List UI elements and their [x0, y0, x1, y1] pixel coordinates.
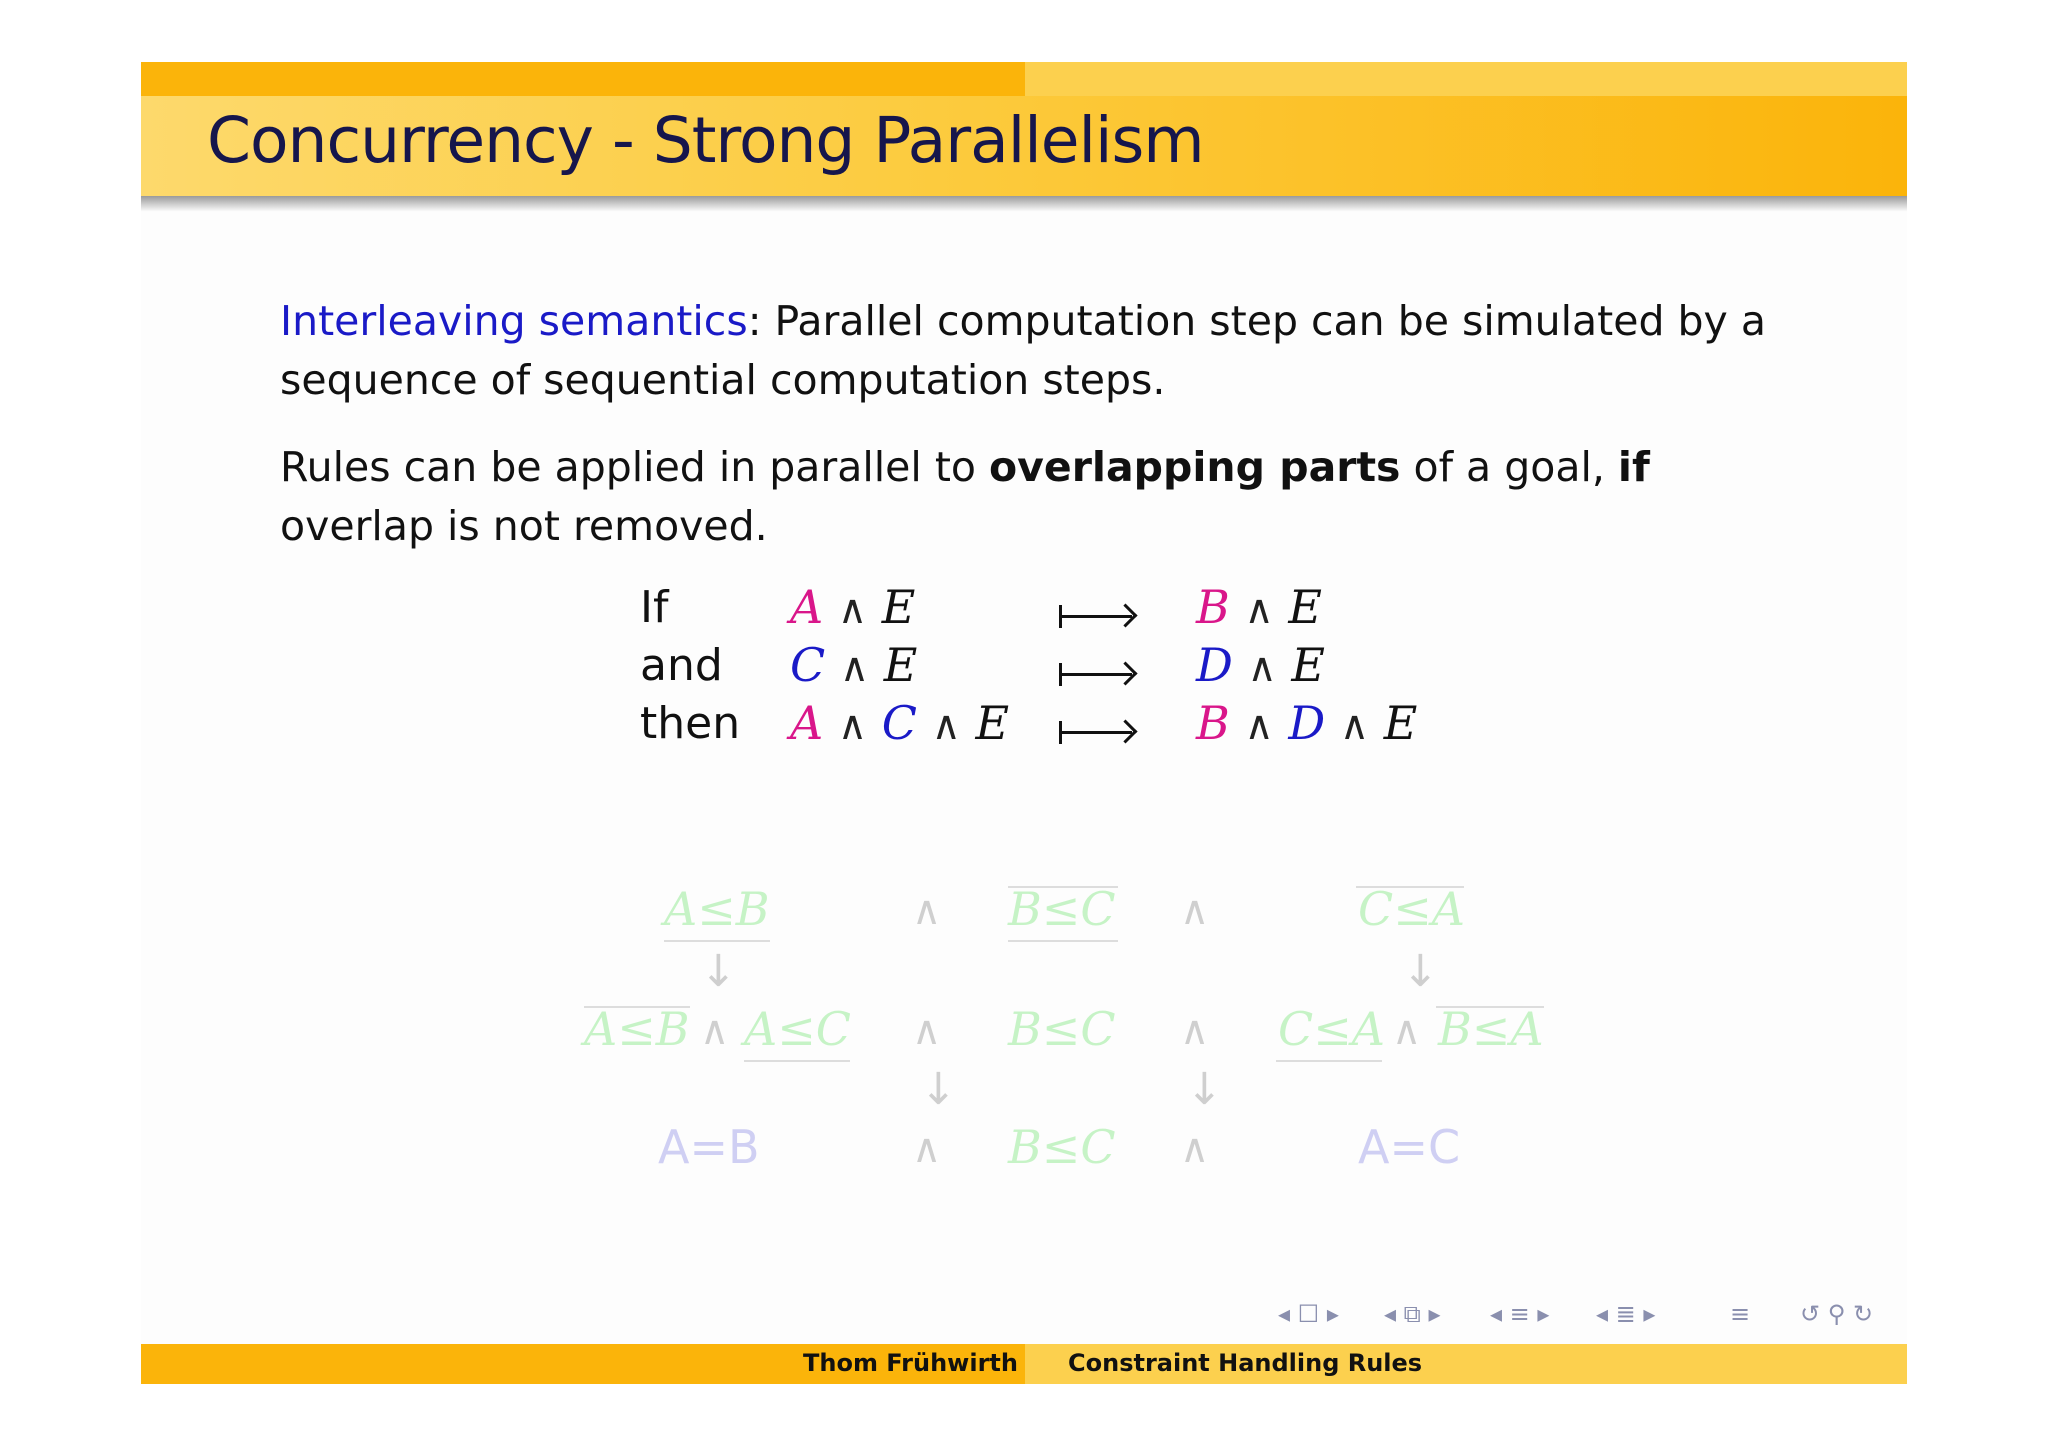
wedge: ∧: [1244, 703, 1274, 749]
var-e: E: [1291, 638, 1326, 692]
var-c: C: [790, 638, 826, 692]
wedge: ∧: [1247, 645, 1277, 691]
maps-to-arrow-2: [1060, 673, 1132, 676]
var-e: E: [1288, 580, 1322, 634]
nav-document-icon[interactable]: ◂ ≣ ▸: [1596, 1300, 1656, 1328]
nav-search-icon[interactable]: ↺ ⚲ ↻: [1800, 1300, 1874, 1328]
var-a: A: [790, 580, 824, 634]
diagram-wedge: ∧: [700, 1008, 730, 1054]
var-b: B: [1196, 580, 1230, 634]
diagram-r2-c2: B≤C: [1008, 1002, 1116, 1056]
var-d: D: [1196, 638, 1233, 692]
term-interleaving-semantics: Interleaving semantics: [280, 297, 748, 345]
header-top-band: [141, 62, 1907, 96]
diagram-r1-c2: B≤C: [1008, 882, 1116, 936]
rule1-rhs: [1196, 580, 1322, 634]
diagram-down-arrow: ↓: [700, 946, 737, 997]
nav-align-icon[interactable]: ≡: [1730, 1300, 1751, 1328]
header-shadow: [141, 196, 1907, 212]
para2-text-1: Rules can be applied in parallel to: [280, 443, 990, 491]
diagram-down-arrow: ↓: [1402, 946, 1439, 997]
maps-to-arrow-1: [1060, 615, 1132, 618]
keyword-then: then: [640, 698, 741, 749]
diagram-wedge: ∧: [912, 1126, 942, 1172]
diagram-down-arrow: ↓: [920, 1064, 957, 1115]
wedge: ∧: [839, 645, 870, 691]
var-d: D: [1288, 696, 1326, 750]
paragraph-interleaving: [280, 292, 1800, 410]
diagram-underline: [664, 940, 770, 942]
slide-background: [141, 62, 1907, 1384]
diagram-r2-c3b: B≤A: [1438, 1002, 1544, 1056]
diagram-underline: [1008, 940, 1118, 942]
diagram-r1-c1: A≤B: [664, 882, 770, 936]
var-e: E: [881, 580, 916, 634]
keyword-and: and: [640, 640, 723, 691]
diagram-r2-c1a: A≤B: [584, 1002, 690, 1056]
diagram-wedge: ∧: [912, 1008, 942, 1054]
paragraph-interleaving-text: : Parallel computation step can be simulated by a sequence of sequential computation steps.: [280, 297, 1766, 404]
var-c: C: [881, 696, 917, 750]
rule3-lhs: [790, 696, 1009, 750]
nav-section-icon[interactable]: ◂ ≡ ▸: [1490, 1300, 1550, 1328]
diagram-wedge: ∧: [1180, 1126, 1210, 1172]
var-e: E: [883, 638, 918, 692]
nav-frame-icon[interactable]: ◂ ☐ ▸: [1278, 1300, 1339, 1328]
rule2-rhs: [1196, 638, 1325, 692]
footer-author: Thom Frühwirth: [803, 1349, 1018, 1377]
diagram-r2-c1b: A≤C: [744, 1002, 851, 1056]
rule2-lhs: [790, 638, 917, 692]
maps-to-arrow-3: [1060, 731, 1132, 734]
rule1-lhs: [790, 580, 915, 634]
diagram-r3-c1: A=B: [658, 1120, 760, 1174]
diagram-wedge: ∧: [1180, 888, 1210, 934]
footer-title: Constraint Handling Rules: [1068, 1349, 1423, 1377]
para2-text-3: overlap is not removed.: [280, 502, 768, 550]
para2-text-2: of a goal,: [1400, 443, 1618, 491]
diagram-r3-c2: B≤C: [1008, 1120, 1116, 1174]
paragraph-overlap: [280, 438, 1800, 556]
keyword-if: If: [640, 582, 669, 633]
var-e: E: [1383, 696, 1418, 750]
diagram-r1-c3: C≤A: [1358, 882, 1465, 936]
diagram-r2-c3a: C≤A: [1278, 1002, 1385, 1056]
para2-bold-if: if: [1617, 443, 1650, 491]
wedge: ∧: [931, 703, 961, 749]
var-a: A: [790, 696, 824, 750]
var-b: B: [1196, 696, 1230, 750]
rule3-rhs: [1196, 696, 1417, 750]
var-e: E: [975, 696, 1010, 750]
diagram-wedge: ∧: [1392, 1008, 1422, 1054]
diagram-underline: [1276, 1060, 1382, 1062]
wedge: ∧: [837, 587, 868, 633]
diagram-underline: [744, 1060, 850, 1062]
wedge: ∧: [1244, 587, 1274, 633]
para2-bold-overlapping: overlapping parts: [989, 443, 1401, 491]
diagram-down-arrow: ↓: [1186, 1064, 1223, 1115]
nav-subsection-icon[interactable]: ◂ ⧉ ▸: [1384, 1300, 1441, 1328]
diagram-r3-c3: A=C: [1358, 1120, 1461, 1174]
diagram-wedge: ∧: [912, 888, 942, 934]
diagram-wedge: ∧: [1180, 1008, 1210, 1054]
slide-title: Concurrency - Strong Parallelism: [207, 104, 1204, 177]
wedge: ∧: [837, 703, 868, 749]
wedge: ∧: [1339, 703, 1370, 749]
